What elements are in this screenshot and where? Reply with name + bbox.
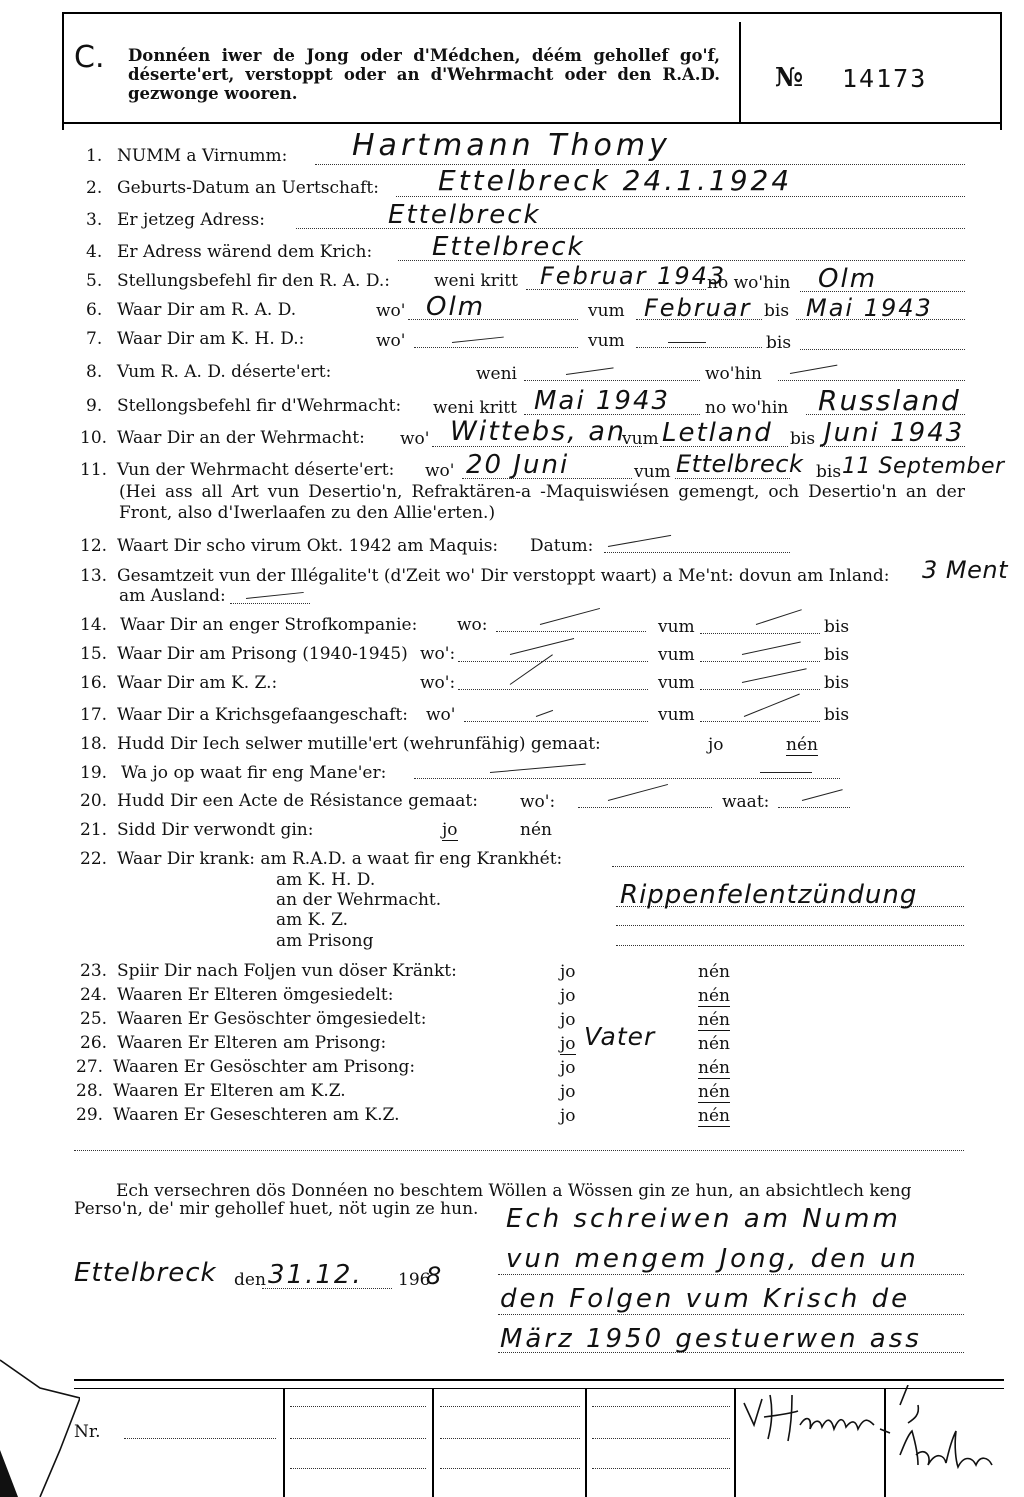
dash-mark <box>608 535 671 547</box>
desertion-note: (Hei ass all Art vun Desertio'n, Refraktären-a -Maquiswiésen gemengt, och Desertio'n an der <box>119 482 965 502</box>
field-label: bis <box>790 429 816 449</box>
rad-place: Olm <box>426 292 486 322</box>
field-label: bis <box>824 673 850 693</box>
field-label: vum <box>658 645 695 665</box>
fill-line <box>498 1274 964 1275</box>
signature-place: Ettelbreck <box>74 1258 217 1288</box>
row-number: 18. <box>80 734 108 754</box>
fill-line <box>124 1438 276 1439</box>
option-nen: nén <box>698 1034 730 1054</box>
footer-divider <box>432 1388 434 1497</box>
date-label: den <box>234 1270 266 1290</box>
fill-line <box>458 689 648 690</box>
row-label: NUMM a Virnumm: <box>117 146 288 166</box>
row-number: 13. <box>80 566 108 586</box>
fill-line <box>675 478 790 479</box>
option-nen-selected: nén <box>698 986 730 1006</box>
option-jo: jo <box>560 1010 576 1030</box>
row-label: Vum R. A. D. déserte'ert: <box>117 362 332 382</box>
declaration-text: Ech versechren dös Donnéen no beschtem Wöllen a Wössen gin ze hun, an absichtlech keng <box>116 1181 912 1201</box>
dash-mark <box>510 654 553 685</box>
row-label: Waaren Er Gesöschter am Prisong: <box>113 1057 416 1077</box>
row-label: Waaren Er Elteren am Prisong: <box>117 1033 387 1053</box>
field-label: vum <box>658 617 695 637</box>
declaration-text: Perso'n, de' mir gehollef huet, nöt ugin ze hun. <box>74 1199 479 1219</box>
rad-order-date: Februar 1943 <box>540 262 727 290</box>
row-label: Sidd Dir verwondt gin: <box>117 820 314 840</box>
footer-divider <box>283 1388 285 1497</box>
fill-line <box>524 380 700 381</box>
dash-mark <box>744 694 800 717</box>
field-label: wo' <box>376 331 406 351</box>
row-label: Stellongsbefehl fir d'Wehrmacht: <box>117 396 402 416</box>
row-number: 12. <box>80 536 108 556</box>
row-number: 4. <box>86 242 103 262</box>
fill-line <box>290 1468 426 1469</box>
row-label: am Ausland: <box>119 586 226 606</box>
row-number: 19. <box>80 763 108 783</box>
row-number: 15. <box>80 644 108 664</box>
fill-line <box>616 925 964 926</box>
fill-line <box>440 1438 580 1439</box>
signature-image <box>740 1385 1010 1495</box>
fill-line <box>498 1314 964 1315</box>
section-divider <box>74 1150 964 1151</box>
row-number: 7. <box>86 329 103 349</box>
row-number: 28. <box>76 1081 104 1101</box>
row-label: Waart Dir scho virum Okt. 1942 am Maquis: <box>117 536 499 556</box>
signature-date: 31.12. <box>268 1260 363 1290</box>
row-number: 14. <box>80 615 108 635</box>
field-label: wo': <box>520 792 556 812</box>
fill-line <box>414 778 840 779</box>
name-value: Hartmann Thomy <box>352 128 671 163</box>
option-jo-selected: jo <box>560 1034 576 1054</box>
dash-mark <box>760 772 812 773</box>
desertion-place: 20 Juni <box>466 450 570 480</box>
illness-value: Rippenfelentzündung <box>620 880 918 910</box>
handwritten-note-line: vun mengem Jong, den un <box>506 1244 919 1274</box>
fill-line <box>578 807 712 808</box>
row-label: Waar Dir am K. H. D.: <box>117 329 305 349</box>
rad-destination: Olm <box>818 264 878 294</box>
row-label: Waar Dir am Prisong (1940-1945) <box>117 644 408 664</box>
row-number: 25. <box>80 1009 108 1029</box>
dash-mark <box>790 365 837 374</box>
field-label: wo' <box>400 429 430 449</box>
dash-mark <box>608 784 668 801</box>
field-label: vum <box>588 331 625 351</box>
fill-line <box>636 347 762 348</box>
fill-line <box>498 1352 964 1353</box>
field-label: bis <box>816 462 842 482</box>
sub-label: am K. H. D. <box>276 870 376 890</box>
field-label: vum <box>658 673 695 693</box>
row-label: Waaren Er Geseschteren am K.Z. <box>113 1105 400 1125</box>
field-label: waat: <box>722 792 770 812</box>
option-nen-selected: nén <box>698 1058 730 1078</box>
row-label: Er jetzeg Adress: <box>117 210 265 230</box>
row-number: 16. <box>80 673 108 693</box>
sub-label: an der Wehrmacht. <box>276 890 442 910</box>
row-number: 20. <box>80 791 108 811</box>
row-number: 6. <box>86 300 103 320</box>
parent-annotation: Vater <box>584 1022 656 1051</box>
row-number: 11. <box>80 460 108 480</box>
row-label: Waar Dir a Krichsgefaangeschaft: <box>117 705 408 725</box>
nr-label: Nr. <box>74 1422 101 1442</box>
option-nen-selected: nén <box>698 1082 730 1102</box>
row-label: Waar Dir an der Wehrmacht: <box>117 428 365 448</box>
field-label: bis <box>764 301 790 321</box>
field-label: vum <box>634 462 671 482</box>
row-number: 2. <box>86 178 103 198</box>
field-label: wo': <box>420 673 456 693</box>
option-nen-selected: nén <box>698 1010 730 1030</box>
rad-from: Februar <box>644 294 752 322</box>
row-number: 1. <box>86 146 103 166</box>
row-number: 8. <box>86 362 103 382</box>
fill-line <box>592 1406 730 1407</box>
desertion-to: 11 September <box>842 454 1005 479</box>
handwritten-note-line: Ech schreiwen am Numm <box>506 1204 901 1234</box>
row-label: Er Adress wärend dem Krich: <box>117 242 373 262</box>
field-label: vum <box>658 705 695 725</box>
dash-mark <box>566 367 614 375</box>
rad-to: Mai 1943 <box>806 294 933 322</box>
fill-line <box>592 1438 730 1439</box>
field-label: wo'hin <box>705 364 762 384</box>
birth-value: Ettelbreck 24.1.1924 <box>438 164 793 197</box>
wehrmacht-order-date: Mai 1943 <box>534 386 671 416</box>
header-bottom-border <box>62 122 1002 124</box>
option-jo: jo <box>560 1082 576 1102</box>
row-label: Waaren Er Elteren am K.Z. <box>113 1081 346 1101</box>
field-label: vum <box>622 429 659 449</box>
field-label: no wo'hin <box>705 398 789 418</box>
fill-line <box>700 721 820 722</box>
row-label: Wa jo op waat fir eng Mane'er: <box>121 763 387 783</box>
fill-line <box>700 633 820 634</box>
fill-line <box>290 1406 426 1407</box>
fill-line <box>496 631 646 632</box>
desertion-from: Ettelbreck <box>676 450 804 478</box>
row-number: 3. <box>86 210 103 230</box>
fill-line <box>290 1438 426 1439</box>
option-nen-selected: nén <box>786 735 818 755</box>
year-suffix: 8 <box>426 1262 444 1290</box>
dash-mark <box>668 342 706 343</box>
fill-line <box>458 661 648 662</box>
fill-line <box>230 603 310 604</box>
fill-line <box>604 552 790 553</box>
field-label: wo' <box>426 705 456 725</box>
folded-corner <box>0 1350 80 1497</box>
dash-mark <box>490 764 586 773</box>
row-number: 26. <box>80 1033 108 1053</box>
option-jo: jo <box>560 986 576 1006</box>
field-label: vum <box>588 301 625 321</box>
field-label: weni kritt <box>434 271 518 291</box>
year-prefix: 196 <box>398 1270 431 1290</box>
row-label: Waar Dir krank: am R.A.D. a waat fir eng Krankhét: <box>117 849 563 869</box>
fill-line <box>440 1406 580 1407</box>
handwritten-note-line: den Folgen vum Krisch de <box>500 1284 911 1314</box>
field-label: wo' <box>376 301 406 321</box>
address-value: Ettelbreck <box>388 200 541 230</box>
row-label: Stellungsbefehl fir den R. A. D.: <box>117 271 391 291</box>
field-label: wo: <box>457 615 488 635</box>
field-label: bis <box>824 617 850 637</box>
row-label: Waar Dir am R. A. D. <box>117 300 297 320</box>
header-text: Donnéen iwer de Jong oder d'Médchen, déém gehollef go'f, déserte'ert, verstoppt oder an d'Wehrmacht oder den R.A.D. gezwonge wooren. <box>128 46 720 103</box>
wehrmacht-to: Juni 1943 <box>824 418 965 448</box>
row-number: 5. <box>86 271 103 291</box>
fill-line <box>612 866 964 867</box>
fill-line <box>778 380 965 381</box>
handwritten-note-line: März 1950 gestuerwen ass <box>500 1324 922 1354</box>
dash-mark <box>246 592 304 599</box>
option-jo-selected: jo <box>442 820 458 840</box>
row-label: Geburts-Datum an Uertschaft: <box>117 178 379 198</box>
row-number: 17. <box>80 705 108 725</box>
field-label: Datum: <box>530 536 594 556</box>
field-label: bis <box>766 333 792 353</box>
dash-mark <box>510 638 574 655</box>
option-nen: nén <box>698 962 730 982</box>
fill-line <box>700 689 820 690</box>
desertion-note: Front, also d'Iwerlaafen zu den Allie'erten.) <box>119 503 496 523</box>
dash-mark <box>756 609 802 625</box>
fill-line <box>700 661 820 662</box>
fill-line <box>616 945 964 946</box>
inland-duration: 3 Ment <box>922 556 1008 584</box>
field-label: no wo'hin <box>707 273 791 293</box>
number-sign: № <box>775 63 804 93</box>
sub-label: am K. Z. <box>276 910 349 930</box>
row-label: Waar Dir am K. Z.: <box>117 673 278 693</box>
option-nen-selected: nén <box>698 1106 730 1126</box>
fill-line <box>464 721 648 722</box>
dash-mark <box>742 668 807 683</box>
option-nen: nén <box>520 820 552 840</box>
form-number: 14173 <box>842 64 928 93</box>
top-border <box>62 12 1002 14</box>
fill-line <box>778 807 850 808</box>
option-jo: jo <box>708 735 724 755</box>
left-border-top <box>62 12 64 130</box>
row-number: 10. <box>80 428 108 448</box>
field-label: weni kritt <box>433 398 517 418</box>
field-label: weni <box>476 364 517 384</box>
row-label: Vun der Wehrmacht déserte'ert: <box>117 460 395 480</box>
row-number: 22. <box>80 849 108 869</box>
row-label: Waaren Er Elteren ömgesiedelt: <box>117 985 394 1005</box>
row-number: 24. <box>80 985 108 1005</box>
row-label: Hudd Dir Iech selwer mutille'ert (wehrunfähig) gemaat: <box>117 734 601 754</box>
fill-line <box>414 347 578 348</box>
row-number: 9. <box>86 396 103 416</box>
fill-line <box>800 349 965 350</box>
dash-mark <box>540 608 600 625</box>
dash-mark <box>742 642 801 655</box>
footer-divider <box>734 1388 736 1497</box>
option-jo: jo <box>560 962 576 982</box>
dash-mark <box>536 710 553 717</box>
section-letter: C. <box>74 40 105 75</box>
field-label: bis <box>824 645 850 665</box>
row-label: Waar Dir an enger Strofkompanie: <box>120 615 418 635</box>
row-number: 29. <box>76 1105 104 1125</box>
option-jo: jo <box>560 1106 576 1126</box>
fill-line <box>592 1468 730 1469</box>
field-label: bis <box>824 705 850 725</box>
wehrmacht-from: Letland <box>662 418 773 448</box>
field-label: wo': <box>420 644 456 664</box>
row-label: Gesamtzeit vun der Illégalite't (d'Zeit wo' Dir verstoppt waart) a Me'nt: dovun am Inland: <box>117 566 890 586</box>
footer-divider <box>585 1388 587 1497</box>
footer-top-border <box>74 1379 1004 1381</box>
row-number: 21. <box>80 820 108 840</box>
right-border-top <box>1000 12 1002 130</box>
row-label: Hudd Dir een Acte de Résistance gemaat: <box>117 791 478 811</box>
wehrmacht-destination: Russland <box>818 384 961 417</box>
row-label: Spiir Dir nach Foljen vun döser Kränkt: <box>117 961 457 981</box>
fill-line <box>440 1468 580 1469</box>
dash-mark <box>802 789 843 801</box>
header-divider <box>739 22 741 122</box>
dash-mark <box>452 337 504 343</box>
row-number: 23. <box>80 961 108 981</box>
wehrmacht-place: Wittebs, an <box>450 416 627 447</box>
sub-label: am Prisong <box>276 931 374 951</box>
wartime-address-value: Ettelbreck <box>432 232 585 262</box>
row-number: 27. <box>76 1057 104 1077</box>
field-label: wo' <box>425 461 455 481</box>
option-jo: jo <box>560 1058 576 1078</box>
row-label: Waaren Er Gesöschter ömgesiedelt: <box>117 1009 427 1029</box>
